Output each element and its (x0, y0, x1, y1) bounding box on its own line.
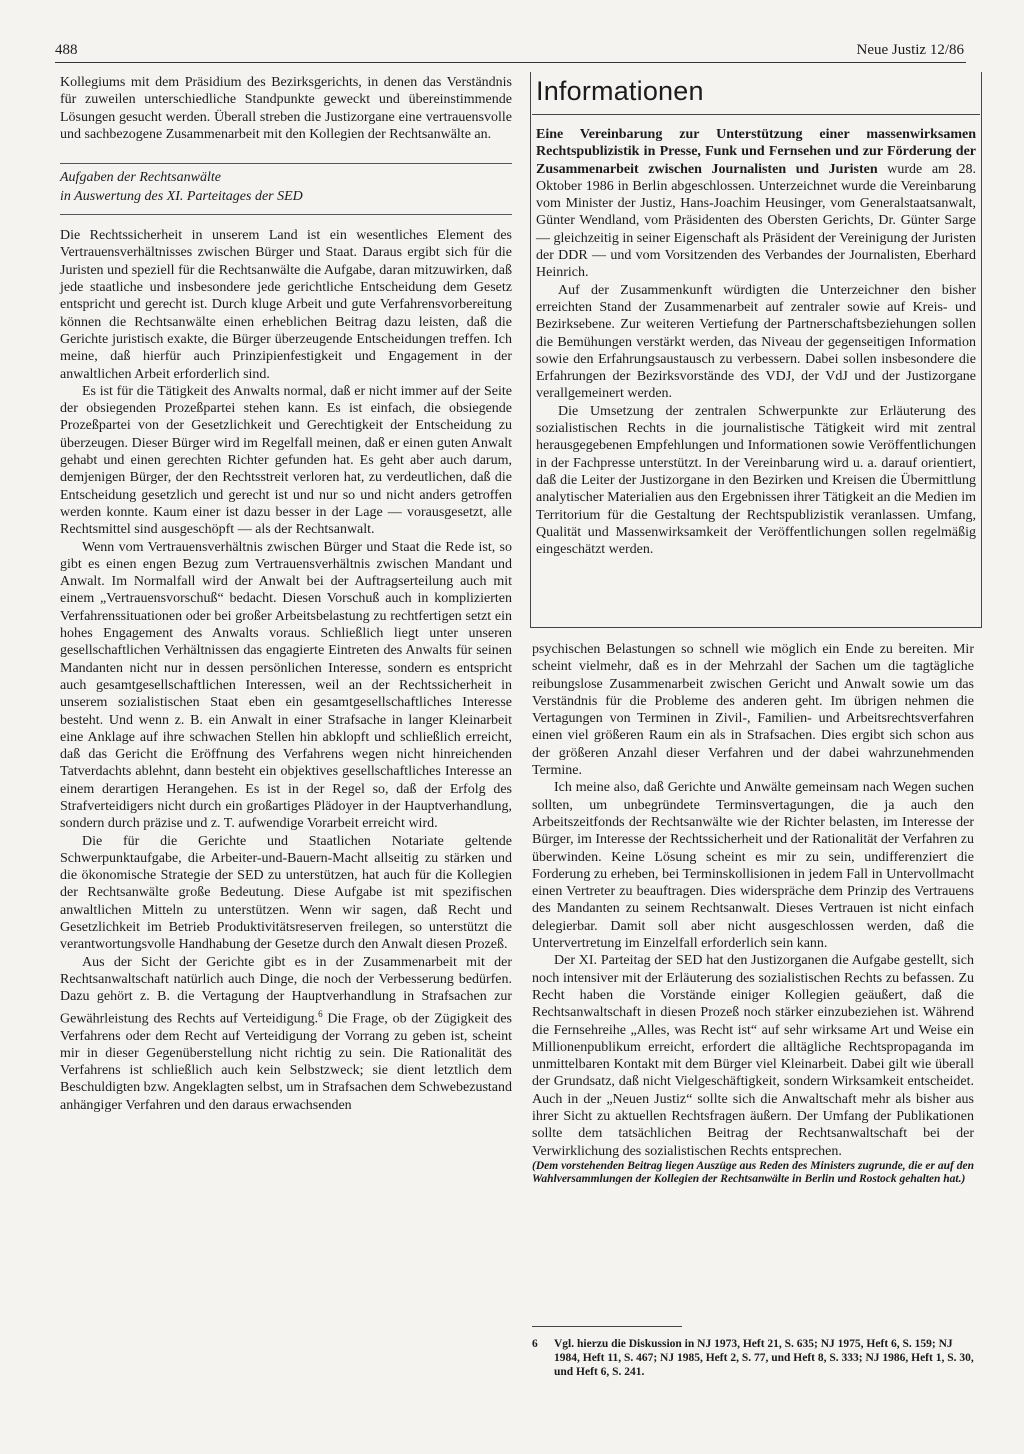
paragraph-5 (60, 954, 512, 1114)
right-paragraph-continued: psychischen Belastungen so schnell wie möglich ein Ende zu bereiten. Mir scheint vielmehr, daß es in der Mehrzahl der Sachen um die tagtägliche reibungslose Zusammenarbeit zwischen Gericht und Anwalt sowie um das Verständnis für die Probleme des anderen geht. Im übrigen nehmen die Vertagungen von Terminen in Zivil-, Familien- und Arbeitsrechtsverfahren einen viel größeren Raum ein als in Strafsachen. Dies ergibt sich schon aus der größeren Anzahl dieser Verfahren und der dabei wahrzunehmenden Termine. (532, 642, 974, 779)
paragraph-5-part-2: Die Frage, ob der Zügigkeit des Verfahrens oder dem Recht auf Verteidigung der Vorrang zu geben ist, scheint mir in dieser Gegenüberstellung nicht richtig zu sein. Die Rationalität des Verfahrens ist schließlich auch kein Selbstzweck; sie dient letztlich dem Beschuldigten bzw. Angeklagten selbst, um in Strafsachen dem Schwebezustand anhängiger Verfahren und den daraus erwachsenden (60, 1011, 513, 1113)
info-box-left-border (530, 72, 531, 628)
intro-paragraph: Kollegiums mit dem Präsidium des Bezirksgerichts, in denen das Verständnis für zuweilen unterschiedliche Standpunkte geweckt und übereinstimmende Lösungen gesucht werden. Überall streben die Justizorgane eine vertrauensvolle und sachbezogene Zusammenarbeit mit den Kollegien der Rechtsanwälte an. (60, 75, 512, 142)
paragraph-5-part-1: Aus der Sicht der Gerichte gibt es in der Zusammenarbeit mit der Rechtsanwaltschaft natürlich auch Dinge, die noch der Verbesserung bedürfen. Dazu gehört z. B. die Vertagung der Hauptverhandlung in Strafsachen zur Gewährleistung des Rechts auf Verteidigung. (60, 954, 512, 1027)
info-paragraph-2: Auf der Zusammenkunft würdigten die Unterzeichner den bisher erreichten Stand der Zusammenarbeit auf zentraler sowie auf Kreis- und Bezirksebene. Zur weiteren Vertiefung der Partnerschaftsbeziehungen sollen die Bemühungen verstärkt werden, das Niveau der gegenseitigen Information sowie den Erfahrungsaustausch zu verbessern. Dabei sollen insbesondere die Erfahrungen der Bezirksvorstände des VDJ, der VdJ und der Justizorgane verallgemeinert werden. (536, 282, 976, 402)
info-paragraph-3: Die Umsetzung der zentralen Schwerpunkte zur Erläuterung des sozialistischen Rechts in die journalistische Tätigkeit wird mit zentral herausgegebenen Empfehlungen und Informationen sowie Veröffentlichungen in der Fachpresse unterstützt. In der Vereinbarung wird u. a. darauf orientiert, daß die Leiter der Justizorgane in den Bezirken und Kreisen die Übermittlung analytischer Materialien aus den Ergebnissen ihrer Tätigkeit an die Medien im Territorium für die Gestaltung der Rechtspublizistik veranlassen. Umfang, Qualität und Massenwirksamkeit der Veröffentlichungen sollen regelmäßig eingeschätzt werden. (536, 403, 976, 558)
right-paragraph-3: Der XI. Parteitag der SED hat den Justizorganen die Aufgabe gestellt, sich noch intensiver mit der Erläuterung des sozialistischen Rechts zu befassen. Zu Recht haben die Vorstände einiger Kollegien geäußert, daß die Rechtsanwaltschaft in diesen Prozeß noch stärker einzubeziehen ist. Während die Fernsehreihe „Alles, was Recht ist“ auf sehr wirksame Art und Weise ein Millionenpublikum erreicht, erfordert die alltägliche Rechtspropaganda im unmittelbaren Kontakt mit dem Bürger viel Kleinarbeit. Dabei gilt wie überall der Grundsatz, daß nicht Vielgeschäftigkeit, sondern Wirksamkeit entscheidet. Auch in der „Neuen Justiz“ sollte sich die Anwaltschaft mehr als bisher aus ihrer Sicht zu aktuellen Rechtsfragen äußern. Der Umfang der Publikationen sollte dem tatsächlichen Beitrag der Rechtsanwaltschaft bei der Verwirklichung des sozialistischen Rechts entsprechen. (532, 953, 974, 1159)
footnote-reference: 6 (318, 1008, 323, 1019)
info-text (536, 126, 976, 558)
section-heading-line-1: Aufgaben der Rechtsanwälte (60, 170, 221, 186)
info-paragraph-1-rest: wurde am 28. Oktober 1986 in Berlin abgeschlossen. Unterzeichnet wurde die Vereinbarung vom Minister der Justiz, Hans-Joachim Heusinger, vom Generalstaatsanwalt, Günter Wendland, vom Präsidenten des Obersten Gerichts, Dr. Günter Sarge — gleichzeitig in seiner Eigenschaft als Präsident der Vereinigung der Juristen der DDR — und vom Vorsitzenden des Verbandes der Journalisten, Eberhard Heinrich. (536, 161, 976, 281)
info-title: Informationen (536, 76, 704, 106)
paragraph-1: Die Rechtssicherheit in unserem Land ist ein wesentliches Element des Vertrauensverhältnisses zwischen Bürger und Staat. Daraus ergibt sich für die Juristen und speziell für die Rechtsanwälte die Aufgabe, daran mitzuwirken, daß jede staatliche und insbesondere jede gerichtliche Entscheidung dem Gesetz entspricht und gerecht ist. Durch kluge Arbeit und gute Verfahrensvorbereitung können die Rechtsanwälte einen erheblichen Beitrag dazu leisten, daß die Gerichte juristisch exakte, die Bürger überzeugende Entscheidungen treffen. Ich meine, daß hierfür auch Prinzipienfestigkeit und Engagement in der anwaltlichen Arbeit erforderlich sind. (60, 228, 512, 382)
editorial-note: (Dem vorstehenden Beitrag liegen Auszüge aus Reden des Ministers zugrunde, die er auf den Wahlversammlungen der Kollegien der Rechtsanwälte in Berlin und Rostock gehalten hat.) (532, 1159, 974, 1186)
info-bold-lead: Eine Vereinbarung zur Unterstützung einer massenwirksamen Rechtspublizistik in Presse, Funk und Fernsehen und zur Förderung der Zusammenarbeit zwischen Journalisten und Juristen (536, 127, 976, 177)
info-paragraph-1 (536, 126, 976, 282)
header-rule (55, 62, 966, 63)
left-column (60, 74, 512, 1114)
right-paragraph-2: Ich meine also, daß Gerichte und Anwälte gemeinsam nach Wegen suchen sollten, um unbegründete Terminsvertagungen, die ja auch den Arbeitszeitfonds der Rechtsanwälte wie der Richter belasten, im Interesse der Bürger, im Interesse der Rechtssicherheit und der Rationalität der Verfahren zu überwinden. Keine Lösung scheint es mir zu sein, undifferenziert die Forderung zu erheben, bei Terminskollisionen in jedem Fall in Untervollmacht einen Vertreter zu beauftragen. Dies widerspräche dem Prinzip des Vertrauens des Mandanten zu seinem Rechtsanwalt. Dieses Vertrauen ist nicht einfach delegierbar. Damit soll aber nicht ausgeschlossen werden, daß die Untervertretung im Einzelfall erforderlich sein kann. (532, 780, 974, 952)
journal-title: Neue Justiz 12/86 (856, 42, 964, 58)
right-column (532, 641, 974, 1187)
info-title-rule (532, 114, 980, 115)
section-heading-line-2: in Auswertung des XI. Parteitages der SED (60, 189, 303, 205)
footnote-text: Vgl. hierzu die Diskussion in NJ 1973, Heft 21, S. 635; NJ 1975, Heft 6, S. 159; NJ 1984, Heft 11, S. 467; NJ 1985, Heft 2, S. 77, und Heft 8, S. 333; NJ 1986, Heft 1, S. 30, und Heft 6, S. 241. (554, 1338, 974, 1378)
section-heading (60, 163, 512, 215)
footnote-number: 6 (532, 1338, 538, 1350)
paragraph-3: Wenn vom Vertrauensverhältnis zwischen Bürger und Staat die Rede ist, so gibt es einen engen Bezug zum Vertrauensverhältnis zwischen Mandant und Anwalt. Im Normalfall wird der Anwalt bei der Auftragserteilung auch mit einem „Vertrauensvorschuß“ bedacht. Diesen Vorschuß auch in komplizierten Verfahrenssituationen oder bei großer Arbeitsbelastung zu rechtfertigen setzt ein hohes Engagement des Anwalts voraus. Schließlich liegt unter unseren gesellschaftlichen Verhältnissen das engagierte Eintreten des Anwalts für seinen Mandanten nicht nur in dessen persönlichen Interesse, sondern es entspricht auch gesamtgesellschaftlichen Interessen, weil an der Rechtssicherheit in unserem sozialistischen Staat eben ein gesamtgesellschaftliches Interesse besteht. Und wenn z. B. ein Anwalt in einer Strafsache in langer Kleinarbeit eine Anklage auf ihre schwachen Stellen hin abklopft und schließlich erreicht, daß das Gericht die Eröffnung des Verfahrens wegen nicht hinreichenden Tatverdachts ablehnt, dann besteht ein objektives gesellschaftliches Interesse an einem derartigen Herangehen. Es ist in der Regel so, daß der Erfolg des Strafverteidigers nicht durch ein großartiges Plädoyer in der Hauptverhandlung, sondern durch präzise und z. T. aufwendige Vorarbeit erreicht wird. (60, 539, 512, 832)
paragraph-2: Es ist für die Tätigkeit des Anwalts normal, daß er nicht immer auf der Seite der obsiegenden Prozeßpartei stehen kann. Es ist einfach, die obsiegende Prozeßpartei von der Gesetzlichkeit und Gerechtigkeit der Entscheidung zu überzeugen. Dieser Bürger wird im Regelfall meinen, daß er einen guten Anwalt gehabt und einen gerechten Richter gefunden hat. Es geht aber auch darum, demjenigen Bürger, der den Rechtsstreit verloren hat, zu verdeutlichen, daß die Entscheidung gesetzlich und gerecht ist und nur so und nicht anders getroffen werden konnte. Kaum einer ist dazu besser in der Lage — vorausgesetzt, alle Rechtsmittel sind ausgeschöpft — als der Rechtsanwalt. (60, 383, 512, 538)
paragraph-4: Die für die Gerichte und Staatlichen Notariate geltende Schwerpunktaufgabe, die Arbeiter-und-Bauern-Macht allseitig zu stärken und die ökonomische Strategie der SED zu unterstützen, hat auch für die Kollegien der Rechtsanwälte große Bedeutung. Diese Aufgabe ist mit spezifischen anwaltlichen Mitteln zu unterstützen. Wenn wir sagen, daß Recht und Gesetzlichkeit im Betrieb Produktivitätsreserven freilegen, so unterstützt die verantwortungsvolle Handhabung der Gesetze durch den Anwalt diesen Prozeß. (60, 833, 512, 953)
page-number: 488 (55, 42, 78, 58)
footnote (532, 1337, 974, 1379)
footnote-rule (532, 1326, 682, 1327)
